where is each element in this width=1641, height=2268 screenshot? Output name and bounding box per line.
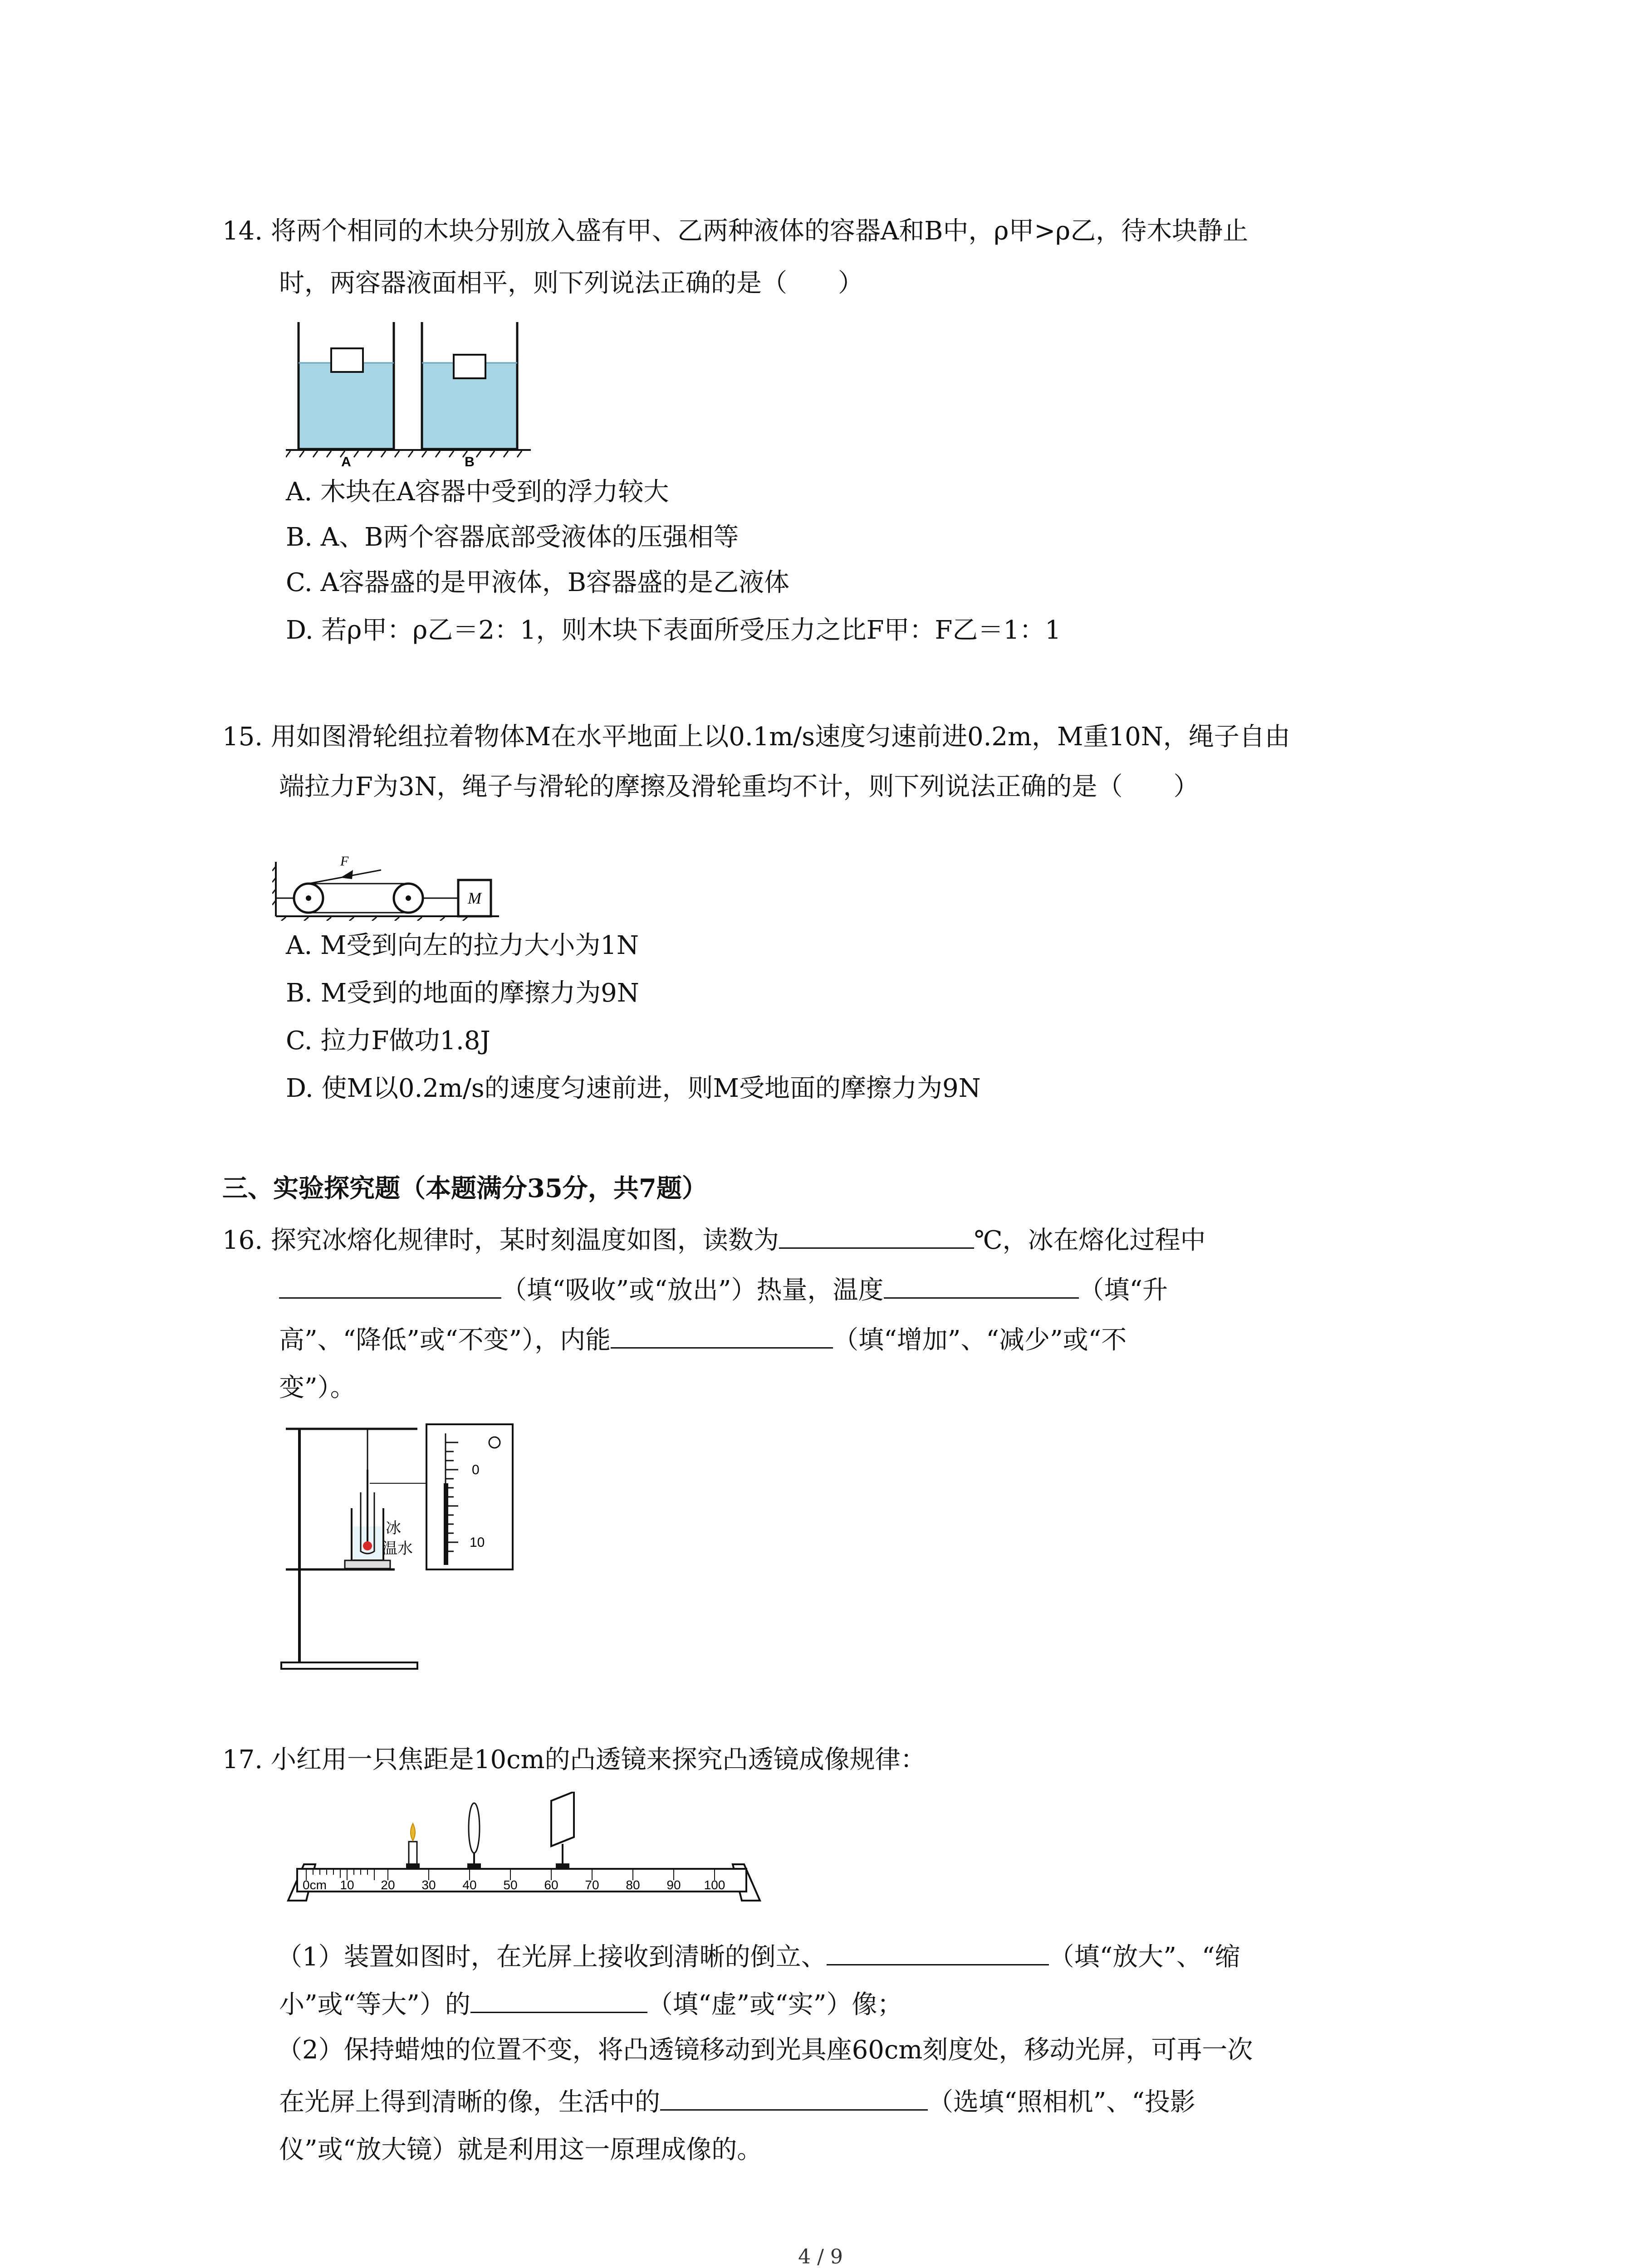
ruler-tick-label: 40 xyxy=(462,1878,477,1892)
scale-0-label: 0 xyxy=(472,1462,480,1477)
q16-line1 xyxy=(222,1220,1206,1259)
ruler-tick-label: 90 xyxy=(666,1878,681,1892)
q17-text-3a: 在光屏上得到清晰的像，生活中的 xyxy=(279,2087,660,2117)
q15-option-a: A. M受到向左的拉力大小为1N xyxy=(286,931,639,960)
q17-part2-line3: 仪”或“放大镜）就是利用这一原理成像的。 xyxy=(279,2135,763,2165)
q16-line4: 变”）。 xyxy=(279,1373,356,1403)
q16-blank-heat[interactable] xyxy=(279,1270,501,1299)
ruler-tick-label: 70 xyxy=(585,1878,599,1892)
ice-label: 冰 xyxy=(386,1520,401,1537)
force-arrow xyxy=(340,870,353,879)
q14-option-d: D. 若ρ甲：ρ乙＝2：1，则木块下表面所受压力之比F甲：F乙＝1：1 xyxy=(286,616,1061,645)
q17-part1-line2 xyxy=(279,1984,902,2023)
q16-blank-reading[interactable] xyxy=(779,1220,974,1249)
q15-stem-line2: 端拉力F为3N，绳子与滑轮的摩擦及滑轮重均不计，则下列说法正确的是（ ） xyxy=(279,772,1199,802)
light-screen xyxy=(551,1792,574,1869)
thermometer-bulb xyxy=(363,1541,372,1550)
wood-block-b xyxy=(454,355,485,378)
candle xyxy=(406,1823,420,1869)
q14-containers-figure xyxy=(286,318,531,467)
q17-part2-line2 xyxy=(279,2082,1195,2121)
container-a xyxy=(299,322,394,449)
ruler-tick-label: 100 xyxy=(704,1878,725,1892)
q14-option-a: A. 木块在A容器中受到的浮力较大 xyxy=(286,477,669,507)
container-a-label: A xyxy=(341,455,351,467)
q17-text-2a: 小”或“等大”）的 xyxy=(279,1990,470,2019)
ruler-tick-label: 60 xyxy=(544,1878,558,1892)
q15-option-d: D. 使M以0.2m/s的速度匀速前进，则M受地面的摩擦力为9N xyxy=(286,1074,981,1103)
ruler-tick-label: 0cm xyxy=(303,1878,327,1892)
warm-water-label: 温水 xyxy=(382,1540,413,1557)
wood-block-a xyxy=(331,348,363,372)
candle-flame xyxy=(411,1823,415,1841)
q16-text-2b: （填“吸收”或“放出”）热量，温度 xyxy=(501,1276,884,1305)
q17-text-2b: （填“虚”或“实”）像； xyxy=(647,1990,903,2019)
scale-10-label: 10 xyxy=(470,1535,485,1550)
block-m-label: M xyxy=(468,889,481,907)
q16-text-3a: 高”、“降低”或“不变”），内能 xyxy=(279,1325,611,1355)
floor-hatch xyxy=(281,917,467,921)
force-label: F xyxy=(340,854,349,869)
q16-text-1a: 16. 探究冰熔化规律时，某时刻温度如图，读数为 xyxy=(222,1226,779,1255)
container-b-label: B xyxy=(465,455,475,467)
q17-stem: 17. 小红用一只焦距是10cm的凸透镜来探究凸透镜成像规律： xyxy=(222,1745,926,1774)
q16-line2 xyxy=(279,1270,1168,1309)
q17-blank-application[interactable] xyxy=(660,2082,928,2111)
q16-text-3b: （填“增加”、“减少”或“不 xyxy=(833,1325,1127,1355)
ruler-tick-label: 80 xyxy=(626,1878,640,1892)
q17-text-1a: （1）装置如图时，在光屏上接收到清晰的倒立、 xyxy=(277,1942,827,1972)
container-b xyxy=(422,322,517,449)
ruler-tick-label: 50 xyxy=(503,1878,518,1892)
q15-option-c: C. 拉力F做功1.8J xyxy=(286,1026,490,1056)
q17-part2-line1: （2）保持蜡烛的位置不变，将凸透镜移动到光具座60cm刻度处，移动光屏，可再一次 xyxy=(277,2035,1253,2065)
q16-text-1b: ℃，冰在熔化过程中 xyxy=(974,1226,1206,1255)
ground-hatch xyxy=(286,451,522,457)
q17-part1-line1 xyxy=(277,1937,1240,1975)
q16-melting-apparatus-figure xyxy=(277,1415,517,1678)
q17-blank-image-size[interactable] xyxy=(827,1937,1049,1965)
q17-blank-image-type[interactable] xyxy=(470,1984,647,2013)
q14-option-b: B. A、B两个容器底部受液体的压强相等 xyxy=(286,523,739,552)
q14-option-c: C. A容器盛的是甲液体，B容器盛的是乙液体 xyxy=(286,568,790,597)
section-3-title: 三、实验探究题（本题满分35分，共7题） xyxy=(222,1173,707,1203)
convex-lens xyxy=(467,1803,481,1869)
q14-stem-line1: 14. 将两个相同的木块分别放入盛有甲、乙两种液体的容器A和B中，ρ甲>ρ乙，待木块静止 xyxy=(222,216,1249,246)
q16-text-2c: （填“升 xyxy=(1078,1276,1168,1305)
q15-stem-line1: 15. 用如图滑轮组拉着物体M在水平地面上以0.1m/s速度匀速前进0.2m，M重10N，绳子自由 xyxy=(222,722,1290,752)
q16-blank-temperature[interactable] xyxy=(884,1270,1079,1299)
q14-stem-line2: 时，两容器液面相平，则下列说法正确的是（ ） xyxy=(279,269,863,298)
ruler-tick-label: 10 xyxy=(340,1878,354,1892)
stand-base xyxy=(281,1662,417,1669)
page-number: 4 / 9 xyxy=(798,2245,843,2268)
q17-text-3b: （选填“照相机”、“投影 xyxy=(928,2087,1195,2117)
q15-pulley-figure xyxy=(272,853,499,921)
q16-line3 xyxy=(279,1320,1127,1359)
q15-option-b: B. M受到的地面的摩擦力为9N xyxy=(286,978,639,1008)
ruler-tick-label: 30 xyxy=(421,1878,436,1892)
ruler-tick-label: 20 xyxy=(381,1878,395,1892)
q17-text-1b: （填“放大”、“缩 xyxy=(1048,1942,1240,1972)
q16-blank-internal-energy[interactable] xyxy=(611,1320,833,1349)
q17-optical-bench-figure xyxy=(279,1792,769,1914)
